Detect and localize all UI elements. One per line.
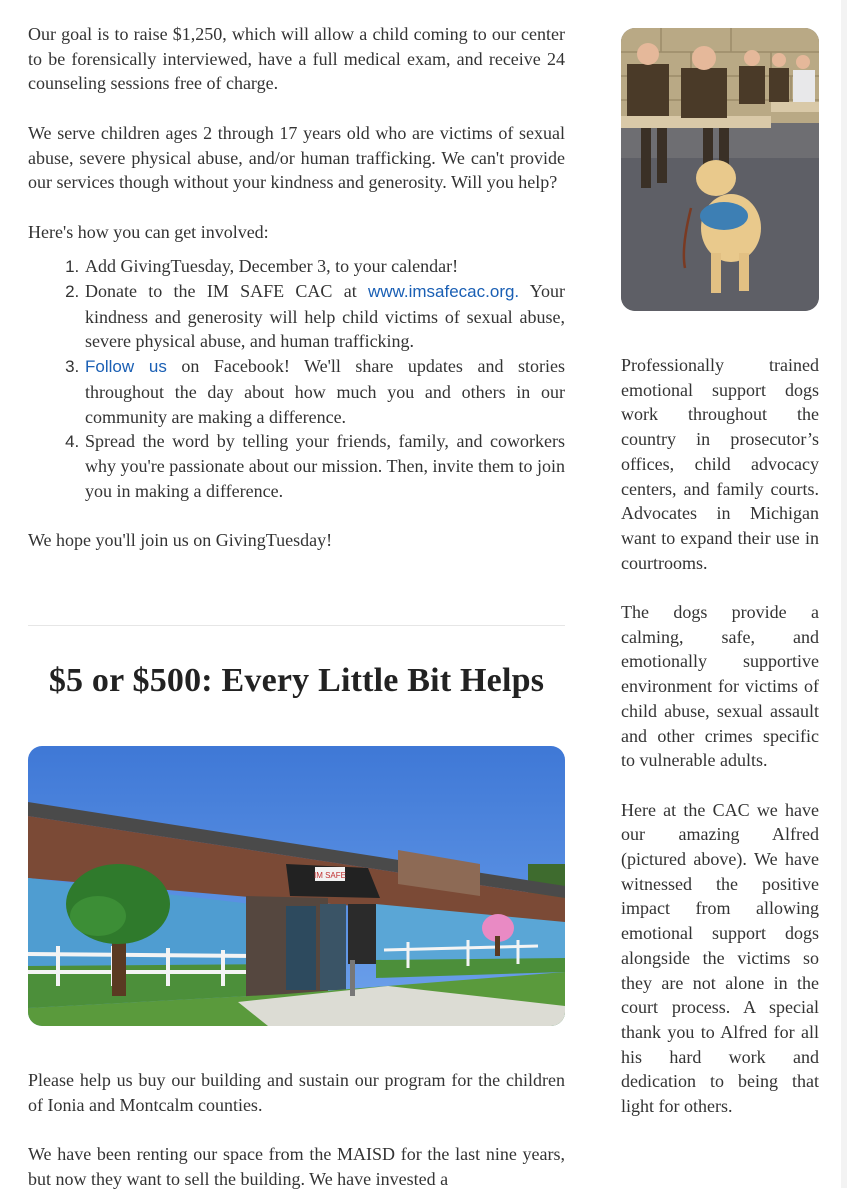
involvement-list <box>28 254 565 503</box>
goal-paragraph: Our goal is to raise $1,250, which will allow a child coming to our center to be forensically interviewed, have a full medical exam, and receive 24 counseling sessions free of charge. <box>28 24 565 94</box>
section-title: $5 or $500: Every Little Bit Helps <box>48 662 545 699</box>
list-item: 1. Add GivingTuesday, December 3, to your calendar! <box>84 254 565 279</box>
building-mural-photo <box>28 746 565 1026</box>
dogs-paragraph-3: Here at the CAC we have our amazing Alfred (pictured above). We have witnessed the positive impact from allowing emotional support dogs alongside the victims so they are not alone in the court process. A special thank you to Alfred for all his hard work and dedication to being that light for others. <box>621 799 819 1117</box>
closing-paragraph: We hope you'll join us on GivingTuesday! <box>28 530 333 551</box>
follow-us-link[interactable]: Follow us <box>85 357 167 377</box>
building-appeal <box>28 1068 565 1192</box>
list-item: 3. Follow us on Facebook! We'll share updates and stories throughout the day about how much you and others in our community are making a difference. <box>84 354 565 429</box>
list-item: 4. Spread the word by telling your friends, family, and coworkers why you're passionate about our mission. Then, invite them to join you in making a difference. <box>84 429 565 503</box>
main-column <box>28 22 565 553</box>
section-divider <box>28 625 565 626</box>
renting-paragraph: We have been renting our space from the MAISD for the last nine years, but now they want to sell the building. We have invested a <box>28 1144 565 1189</box>
serve-paragraph: We serve children ages 2 through 17 years old who are victims of sexual abuse, severe physical abuse, and/or human trafficking. We can't provide our services though without your kindness and generosity. Will you help? <box>28 122 565 193</box>
buy-building-paragraph: Please help us buy our building and sustain our program for the children of Ionia and Montcalm counties. <box>28 1070 565 1115</box>
dogs-paragraph-1: Professionally trained emotional support dogs work throughout the country in prosecutor’s offices, child advocacy centers, and family courts. Advocates in Michigan want to expand their use in courtrooms. <box>621 355 819 573</box>
dog-with-officers-photo <box>621 28 819 311</box>
dogs-paragraph-2: The dogs provide a calming, safe, and emotionally supportive environment for victims of child abuse, sexual assault and other crimes specific to vulnerable adults. <box>621 602 819 771</box>
list-item: 2. Donate to the IM SAFE CAC at www.imsafecac.org. Your kindness and generosity will help child victims of sexual abuse, severe physical abuse, and human trafficking. <box>84 279 565 354</box>
emotional-support-dogs-text <box>621 353 819 1119</box>
sidebar-column <box>621 28 819 1119</box>
building-sign: IM SAFE <box>313 871 347 880</box>
window-edge <box>841 0 847 1188</box>
involved-heading: Here's how you can get involved: <box>28 221 269 242</box>
website-link[interactable]: www.imsafecac.org. <box>368 282 520 301</box>
